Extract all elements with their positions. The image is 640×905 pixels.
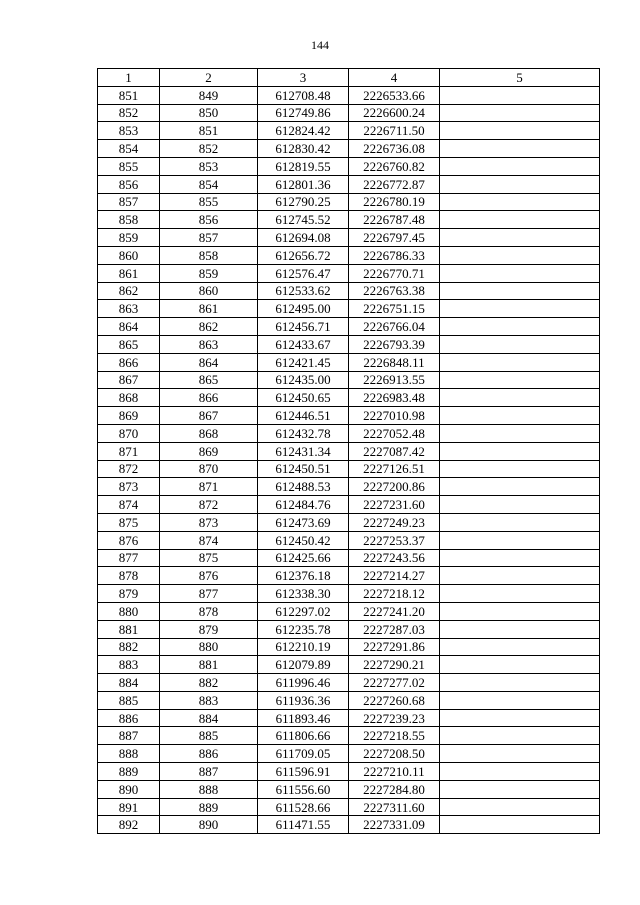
cell-x-coordinate: 612824.42 [258,122,349,140]
cell-note [440,407,600,425]
cell-y-coordinate: 2226763.38 [349,282,440,300]
cell-point-number: 868 [98,389,160,407]
cell-x-coordinate: 612749.86 [258,104,349,122]
cell-ref-number: 869 [160,442,258,460]
cell-note [440,353,600,371]
cell-point-number: 863 [98,300,160,318]
table-row [98,175,600,193]
table-row [98,389,600,407]
cell-point-number: 866 [98,353,160,371]
cell-y-coordinate: 2227331.09 [349,816,440,834]
table-row [98,549,600,567]
cell-x-coordinate: 611596.91 [258,763,349,781]
table-header-row [98,69,600,87]
cell-ref-number: 864 [160,353,258,371]
cell-note [440,157,600,175]
cell-point-number: 869 [98,407,160,425]
table-row [98,496,600,514]
cell-point-number: 885 [98,691,160,709]
cell-point-number: 856 [98,175,160,193]
cell-point-number: 860 [98,246,160,264]
cell-point-number: 862 [98,282,160,300]
table-row [98,478,600,496]
cell-note [440,104,600,122]
table-row [98,798,600,816]
cell-point-number: 883 [98,656,160,674]
cell-ref-number: 852 [160,140,258,158]
cell-x-coordinate: 612431.34 [258,442,349,460]
cell-y-coordinate: 2227239.23 [349,709,440,727]
cell-note [440,140,600,158]
cell-y-coordinate: 2226533.66 [349,86,440,104]
cell-y-coordinate: 2227311.60 [349,798,440,816]
cell-point-number: 858 [98,211,160,229]
cell-ref-number: 871 [160,478,258,496]
table-row [98,780,600,798]
cell-point-number: 854 [98,140,160,158]
cell-note [440,424,600,442]
table-row [98,318,600,336]
cell-point-number: 887 [98,727,160,745]
cell-note [440,727,600,745]
page-number: 144 [311,38,329,52]
cell-x-coordinate: 612376.18 [258,567,349,585]
cell-note [440,335,600,353]
cell-point-number: 873 [98,478,160,496]
cell-y-coordinate: 2227126.51 [349,460,440,478]
cell-x-coordinate: 612433.67 [258,335,349,353]
cell-y-coordinate: 2226711.50 [349,122,440,140]
cell-y-coordinate: 2226760.82 [349,157,440,175]
cell-y-coordinate: 2226736.08 [349,140,440,158]
cell-note [440,442,600,460]
cell-ref-number: 868 [160,424,258,442]
cell-x-coordinate: 611528.66 [258,798,349,816]
cell-point-number: 889 [98,763,160,781]
table-row [98,460,600,478]
cell-note [440,282,600,300]
table-row [98,104,600,122]
cell-ref-number: 889 [160,798,258,816]
cell-x-coordinate: 612210.19 [258,638,349,656]
column-header-1: 1 [98,69,160,87]
cell-y-coordinate: 2226797.45 [349,229,440,247]
cell-x-coordinate: 612790.25 [258,193,349,211]
cell-note [440,656,600,674]
cell-y-coordinate: 2227241.20 [349,602,440,620]
cell-x-coordinate: 612432.78 [258,424,349,442]
cell-ref-number: 870 [160,460,258,478]
cell-x-coordinate: 612830.42 [258,140,349,158]
cell-y-coordinate: 2227200.86 [349,478,440,496]
cell-ref-number: 876 [160,567,258,585]
cell-ref-number: 855 [160,193,258,211]
cell-ref-number: 866 [160,389,258,407]
cell-note [440,211,600,229]
cell-point-number: 859 [98,229,160,247]
table-row [98,638,600,656]
table-row [98,300,600,318]
cell-note [440,496,600,514]
cell-note [440,300,600,318]
cell-ref-number: 850 [160,104,258,122]
cell-ref-number: 887 [160,763,258,781]
table-row [98,211,600,229]
cell-point-number: 864 [98,318,160,336]
table-row [98,424,600,442]
cell-point-number: 884 [98,674,160,692]
cell-y-coordinate: 2227287.03 [349,620,440,638]
cell-point-number: 892 [98,816,160,834]
cell-point-number: 852 [98,104,160,122]
table-row [98,567,600,585]
cell-ref-number: 878 [160,602,258,620]
cell-point-number: 886 [98,709,160,727]
cell-y-coordinate: 2227277.02 [349,674,440,692]
cell-note [440,816,600,834]
table-row [98,674,600,692]
cell-ref-number: 861 [160,300,258,318]
cell-ref-number: 880 [160,638,258,656]
cell-point-number: 877 [98,549,160,567]
table-row [98,229,600,247]
cell-x-coordinate: 612456.71 [258,318,349,336]
table-row [98,353,600,371]
cell-ref-number: 883 [160,691,258,709]
table-row [98,282,600,300]
cell-note [440,389,600,407]
cell-x-coordinate: 612297.02 [258,602,349,620]
cell-point-number: 857 [98,193,160,211]
cell-note [440,602,600,620]
cell-x-coordinate: 612446.51 [258,407,349,425]
cell-ref-number: 849 [160,86,258,104]
cell-ref-number: 874 [160,531,258,549]
table-row [98,585,600,603]
table-row [98,157,600,175]
cell-x-coordinate: 612495.00 [258,300,349,318]
cell-note [440,175,600,193]
table-row [98,407,600,425]
cell-point-number: 876 [98,531,160,549]
cell-y-coordinate: 2226793.39 [349,335,440,353]
cell-x-coordinate: 612473.69 [258,513,349,531]
cell-ref-number: 884 [160,709,258,727]
cell-x-coordinate: 612079.89 [258,656,349,674]
coordinates-table [97,68,600,834]
cell-ref-number: 862 [160,318,258,336]
cell-x-coordinate: 612533.62 [258,282,349,300]
cell-x-coordinate: 612484.76 [258,496,349,514]
cell-note [440,513,600,531]
cell-x-coordinate: 611471.55 [258,816,349,834]
cell-x-coordinate: 612745.52 [258,211,349,229]
cell-y-coordinate: 2227087.42 [349,442,440,460]
cell-x-coordinate: 612435.00 [258,371,349,389]
cell-y-coordinate: 2226786.33 [349,246,440,264]
cell-note [440,763,600,781]
cell-note [440,478,600,496]
cell-ref-number: 865 [160,371,258,389]
cell-note [440,674,600,692]
cell-note [440,122,600,140]
cell-y-coordinate: 2226787.48 [349,211,440,229]
cell-ref-number: 890 [160,816,258,834]
cell-point-number: 878 [98,567,160,585]
cell-x-coordinate: 612488.53 [258,478,349,496]
cell-x-coordinate: 612425.66 [258,549,349,567]
cell-x-coordinate: 612235.78 [258,620,349,638]
cell-ref-number: 853 [160,157,258,175]
cell-note [440,86,600,104]
cell-point-number: 880 [98,602,160,620]
cell-ref-number: 873 [160,513,258,531]
cell-y-coordinate: 2226848.11 [349,353,440,371]
cell-note [440,585,600,603]
cell-y-coordinate: 2226913.55 [349,371,440,389]
cell-note [440,318,600,336]
cell-x-coordinate: 611806.66 [258,727,349,745]
cell-ref-number: 882 [160,674,258,692]
table-row [98,602,600,620]
table-row [98,727,600,745]
cell-note [440,567,600,585]
cell-note [440,264,600,282]
cell-y-coordinate: 2226780.19 [349,193,440,211]
cell-ref-number: 858 [160,246,258,264]
cell-x-coordinate: 612819.55 [258,157,349,175]
cell-y-coordinate: 2227231.60 [349,496,440,514]
cell-point-number: 875 [98,513,160,531]
column-header-2: 2 [160,69,258,87]
cell-point-number: 871 [98,442,160,460]
cell-note [440,229,600,247]
cell-y-coordinate: 2227218.55 [349,727,440,745]
table-row [98,816,600,834]
table-row [98,513,600,531]
table-row [98,193,600,211]
cell-x-coordinate: 611709.05 [258,745,349,763]
cell-ref-number: 877 [160,585,258,603]
column-header-3: 3 [258,69,349,87]
cell-ref-number: 863 [160,335,258,353]
cell-ref-number: 867 [160,407,258,425]
cell-y-coordinate: 2227249.23 [349,513,440,531]
cell-point-number: 891 [98,798,160,816]
cell-y-coordinate: 2226766.04 [349,318,440,336]
cell-x-coordinate: 612450.65 [258,389,349,407]
cell-x-coordinate: 612421.45 [258,353,349,371]
cell-x-coordinate: 611996.46 [258,674,349,692]
table-row [98,656,600,674]
cell-point-number: 853 [98,122,160,140]
cell-x-coordinate: 612576.47 [258,264,349,282]
table-body [98,86,600,833]
cell-ref-number: 857 [160,229,258,247]
cell-x-coordinate: 611556.60 [258,780,349,798]
cell-point-number: 888 [98,745,160,763]
cell-ref-number: 854 [160,175,258,193]
cell-y-coordinate: 2226983.48 [349,389,440,407]
table-row [98,335,600,353]
cell-note [440,745,600,763]
cell-note [440,531,600,549]
cell-ref-number: 856 [160,211,258,229]
cell-point-number: 865 [98,335,160,353]
cell-note [440,709,600,727]
cell-y-coordinate: 2227290.21 [349,656,440,674]
table-row [98,371,600,389]
cell-ref-number: 888 [160,780,258,798]
cell-ref-number: 872 [160,496,258,514]
cell-x-coordinate: 612450.51 [258,460,349,478]
cell-note [440,371,600,389]
cell-note [440,798,600,816]
cell-y-coordinate: 2227210.11 [349,763,440,781]
cell-y-coordinate: 2227052.48 [349,424,440,442]
cell-x-coordinate: 612656.72 [258,246,349,264]
table-row [98,531,600,549]
cell-y-coordinate: 2227208.50 [349,745,440,763]
cell-y-coordinate: 2226770.71 [349,264,440,282]
cell-ref-number: 885 [160,727,258,745]
cell-ref-number: 875 [160,549,258,567]
cell-x-coordinate: 612450.42 [258,531,349,549]
cell-point-number: 881 [98,620,160,638]
cell-note [440,620,600,638]
column-header-4: 4 [349,69,440,87]
cell-note [440,638,600,656]
cell-note [440,691,600,709]
cell-point-number: 870 [98,424,160,442]
cell-point-number: 879 [98,585,160,603]
cell-point-number: 867 [98,371,160,389]
cell-y-coordinate: 2227243.56 [349,549,440,567]
table-row [98,140,600,158]
cell-y-coordinate: 2227010.98 [349,407,440,425]
table-row [98,763,600,781]
cell-x-coordinate: 611893.46 [258,709,349,727]
cell-point-number: 890 [98,780,160,798]
cell-y-coordinate: 2227214.27 [349,567,440,585]
cell-ref-number: 886 [160,745,258,763]
cell-note [440,460,600,478]
cell-point-number: 861 [98,264,160,282]
cell-point-number: 882 [98,638,160,656]
cell-x-coordinate: 611936.36 [258,691,349,709]
cell-ref-number: 851 [160,122,258,140]
cell-y-coordinate: 2227260.68 [349,691,440,709]
cell-point-number: 855 [98,157,160,175]
cell-ref-number: 860 [160,282,258,300]
cell-ref-number: 879 [160,620,258,638]
cell-point-number: 851 [98,86,160,104]
cell-x-coordinate: 612338.30 [258,585,349,603]
cell-ref-number: 881 [160,656,258,674]
table-row [98,86,600,104]
table-row [98,709,600,727]
cell-x-coordinate: 612694.08 [258,229,349,247]
cell-note [440,780,600,798]
column-header-5: 5 [440,69,600,87]
cell-y-coordinate: 2226751.15 [349,300,440,318]
table-row [98,246,600,264]
cell-y-coordinate: 2227253.37 [349,531,440,549]
cell-y-coordinate: 2227291.86 [349,638,440,656]
cell-point-number: 874 [98,496,160,514]
cell-ref-number: 859 [160,264,258,282]
cell-y-coordinate: 2226600.24 [349,104,440,122]
table-row [98,122,600,140]
cell-note [440,549,600,567]
cell-y-coordinate: 2226772.87 [349,175,440,193]
table-row [98,442,600,460]
cell-y-coordinate: 2227218.12 [349,585,440,603]
cell-x-coordinate: 612801.36 [258,175,349,193]
cell-note [440,193,600,211]
cell-x-coordinate: 612708.48 [258,86,349,104]
cell-y-coordinate: 2227284.80 [349,780,440,798]
table-row [98,691,600,709]
cell-note [440,246,600,264]
cell-point-number: 872 [98,460,160,478]
table-row [98,620,600,638]
table-row [98,745,600,763]
table-row [98,264,600,282]
